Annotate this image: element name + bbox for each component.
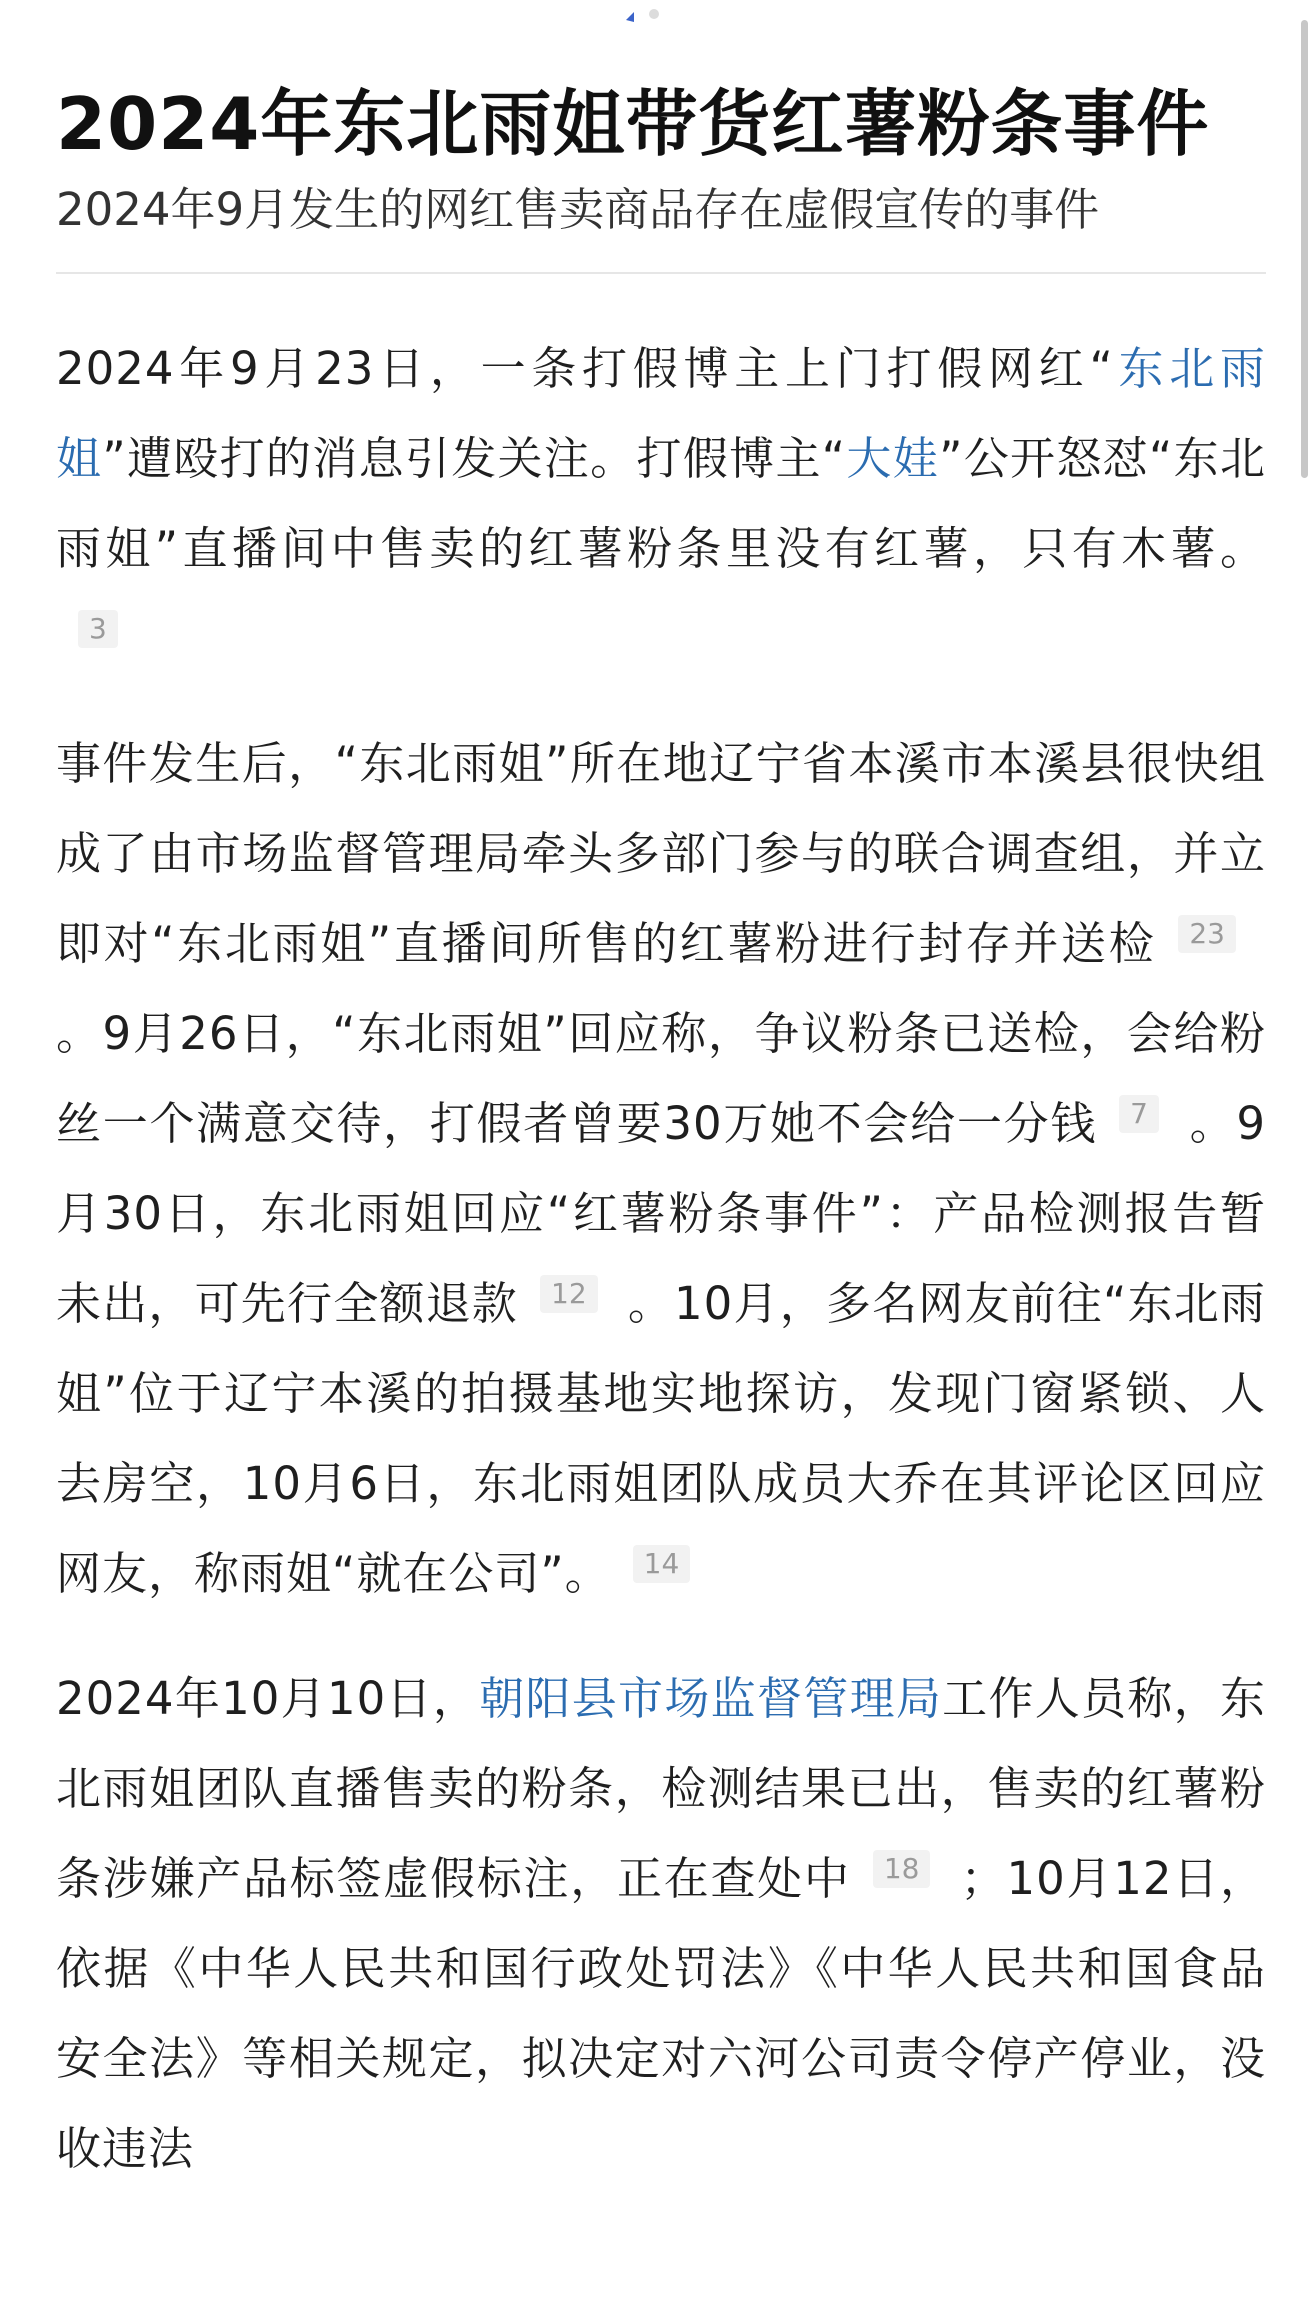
link-dawa[interactable]: 大娃: [846, 432, 940, 485]
paragraph-2: [56, 719, 1266, 1619]
citation-ref[interactable]: 3: [78, 610, 118, 648]
citation-ref[interactable]: 14: [633, 1545, 691, 1583]
link-dongbei-yujie[interactable]: 东北雨姐: [56, 342, 1266, 485]
article-container: [56, 0, 1266, 2229]
scroll-indicator[interactable]: [1301, 20, 1308, 478]
divider: [56, 272, 1266, 274]
page-title: 2024年东北雨姐带货红薯粉条事件: [56, 82, 1210, 166]
paragraph-text: 2024年10月10日，: [56, 1672, 480, 1725]
paragraph-text: ”公开怒怼“东北雨姐”直播间中售卖的红薯粉条里没有红薯，只有木薯。: [56, 432, 1266, 575]
paragraph-text: 。10月，多名网友前往“东北雨姐”位于辽宁本溪的拍摄基地实地探访，发现门窗紧锁、人去房空，10月6日，东北雨姐团队成员大乔在其评论区回应网友，称雨姐“就在公司”。: [56, 1277, 1266, 1600]
link-chaoyang-market-bureau[interactable]: 朝阳县市场监督管理局: [479, 1672, 943, 1725]
paragraph-text: 工作人员称，东北雨姐团队直播售卖的粉条，检测结果已出，售卖的红薯粉条涉嫌产品标签虚假标注，正在查处中: [56, 1672, 1266, 1905]
citation-ref[interactable]: 23: [1178, 915, 1236, 953]
paragraph-text: 事件发生后，“东北雨姐”所在地辽宁省本溪市本溪县很快组成了由市场监督管理局牵头多部门参与的联合调查组，并立即对“东北雨姐”直播间所售的红薯粉进行封存并送检: [56, 737, 1266, 970]
paragraph-1: [56, 324, 1266, 684]
paragraph-text: ”遭殴打的消息引发关注。打假博主“: [102, 432, 847, 485]
page-subtitle: 2024年9月发生的网红售卖商品存在虚假宣传的事件: [56, 183, 1100, 236]
citation-ref[interactable]: 18: [873, 1850, 931, 1888]
paragraph-text: 。9月30日，东北雨姐回应“红薯粉条事件”：产品检测报告暂未出，可先行全额退款: [56, 1097, 1266, 1330]
paragraph-text: 2024年9月23日，一条打假博主上门打假网红“: [56, 342, 1114, 395]
citation-ref[interactable]: 12: [540, 1275, 598, 1313]
paragraph-3: [56, 1654, 1266, 2194]
paragraph-text: 。9月26日，“东北雨姐”回应称，争议粉条已送检，会给粉丝一个满意交待，打假者曾要30万她不会给一分钱: [56, 1007, 1266, 1150]
citation-ref[interactable]: 7: [1119, 1095, 1159, 1133]
paragraph-text: ；10月12日，依据《中华人民共和国行政处罚法》《中华人民共和国食品安全法》等相关规定，拟决定对六河公司责令停产停业，没收违法: [56, 1852, 1266, 2175]
